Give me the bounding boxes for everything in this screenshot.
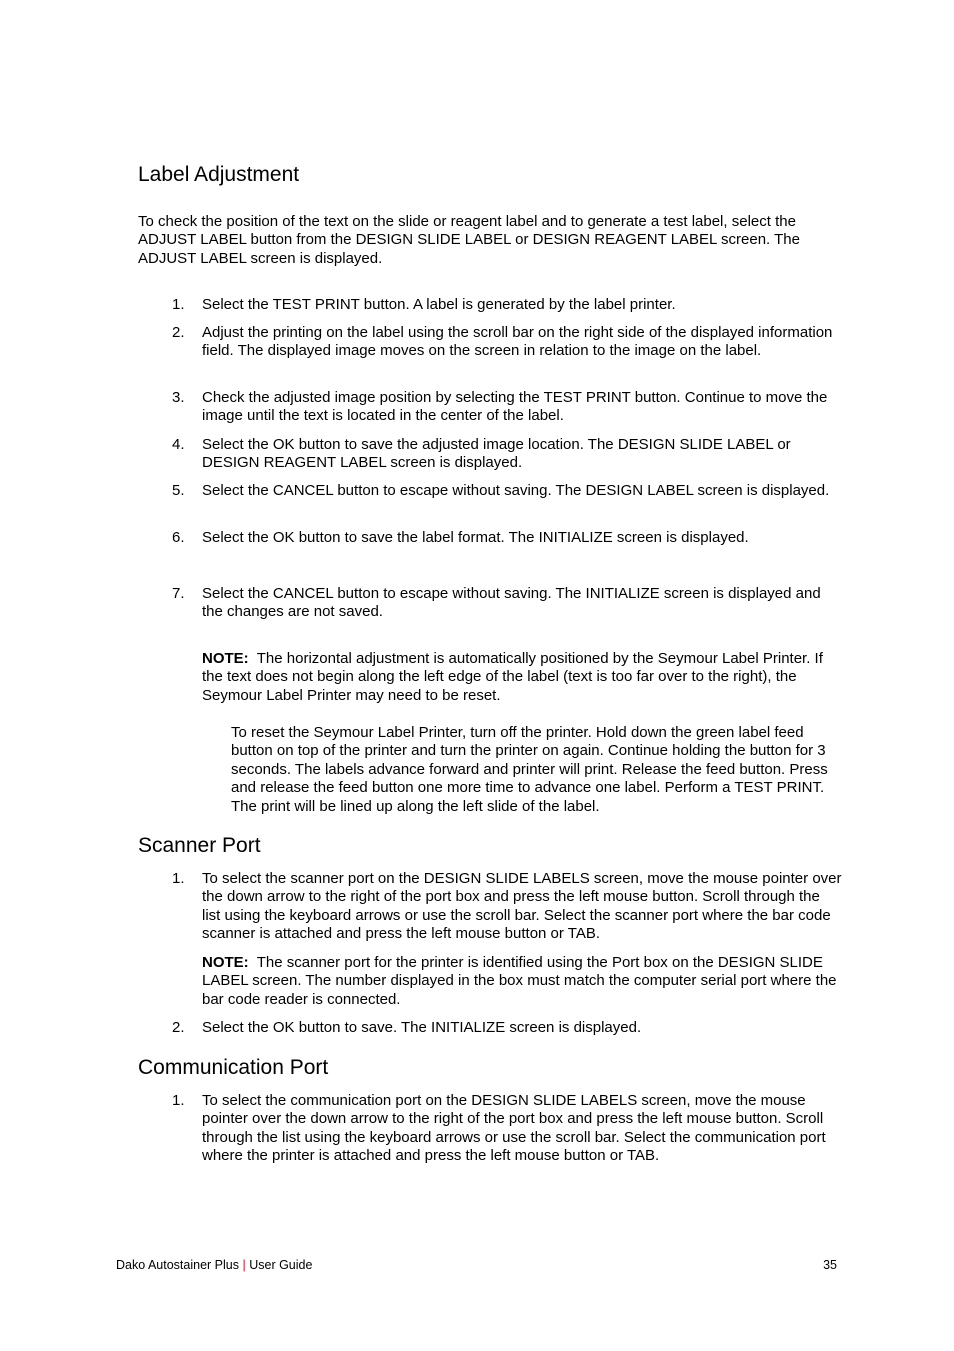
list-number: 1. xyxy=(172,870,185,887)
note-label: NOTE: xyxy=(202,954,249,971)
list-text: Select the TEST PRINT button. A label is generated by the label printer. xyxy=(202,296,676,313)
list-number: 6. xyxy=(172,529,185,546)
footer-title xyxy=(116,1258,312,1272)
footer-product: Dako Autostainer Plus xyxy=(116,1258,239,1272)
list-number: 2. xyxy=(172,1019,185,1036)
reset-instructions: To reset the Seymour Label Printer, turn off the printer. Hold down the green label feed button on top of the printer and turn the printer on again. Continue holding the button for 3 seconds. The labels advance forward and printer will print. Release the feed button. Press and release the feed button one more time to advance one label. Perform a TEST PRINT. The print will be lined up along the left slide of the label. xyxy=(231,724,828,815)
list-number: 3. xyxy=(172,389,185,406)
page-number: 35 xyxy=(823,1258,837,1272)
list-text: Check the adjusted image position by selecting the TEST PRINT button. Continue to move the image until the text is located in the center of the label. xyxy=(202,389,828,425)
list-number: 2. xyxy=(172,324,185,341)
list-text: Adjust the printing on the label using the scroll bar on the right side of the displayed information field. The displayed image moves on the screen in relation to the image on the label. xyxy=(202,324,833,360)
list-text: To select the communication port on the DESIGN SLIDE LABELS screen, move the mouse pointer over the down arrow to the right of the port box and press the left mouse button. Scroll through the list using the keyboard arrows or use the scroll bar. Select the communication port where the printer is attached and press the left mouse button or TAB. xyxy=(202,1092,826,1165)
footer-guide: User Guide xyxy=(249,1258,313,1272)
heading-label-adjustment: Label Adjustment xyxy=(138,163,300,186)
note-horizontal-adjustment xyxy=(202,650,842,705)
list-text: Select the CANCEL button to escape without saving. The DESIGN LABEL screen is displayed. xyxy=(202,482,830,499)
heading-scanner-port: Scanner Port xyxy=(138,834,261,857)
note-text: The horizontal adjustment is automatically positioned by the Seymour Label Printer. If the text does not begin along the left edge of the label (text is too far over to the right), the Seymour Label Printer may need to be reset. xyxy=(202,650,823,704)
list-number: 7. xyxy=(172,585,185,602)
list-text: Select the OK button to save the adjusted image location. The DESIGN SLIDE LABEL or DESIGN REAGENT LABEL screen is displayed. xyxy=(202,436,791,472)
list-text: Select the OK button to save. The INITIALIZE screen is displayed. xyxy=(202,1019,642,1036)
footer-separator: | xyxy=(242,1258,246,1272)
list-number: 1. xyxy=(172,1092,185,1109)
note-text: The scanner port for the printer is identified using the Port box on the DESIGN SLIDE LABEL screen. The number displayed in the box must match the computer serial port where the bar code reader is connected. xyxy=(202,954,837,1008)
list-text: Select the CANCEL button to escape without saving. The INITIALIZE screen is displayed and the changes are not saved. xyxy=(202,585,821,621)
note-label: NOTE: xyxy=(202,650,249,667)
list-number: 1. xyxy=(172,296,185,313)
list-text: Select the OK button to save the label format. The INITIALIZE screen is displayed. xyxy=(202,529,749,546)
label-adjustment-intro: To check the position of the text on the slide or reagent label and to generate a test label, select the ADJUST LABEL button from the DESIGN SLIDE LABEL or DESIGN REAGENT LABEL screen. The ADJUST LABEL screen is displayed. xyxy=(138,213,800,267)
list-number: 5. xyxy=(172,482,185,499)
list-text: To select the scanner port on the DESIGN SLIDE LABELS screen, move the mouse pointer over the down arrow to the right of the port box and press the left mouse button. Scroll through the list using the keyboard arrows or use the scroll bar. Select the scanner port where the bar code scanner is attached and press the left mouse button or TAB. xyxy=(202,870,842,943)
note-scanner-port xyxy=(202,954,842,1009)
list-number: 4. xyxy=(172,436,185,453)
heading-communication-port: Communication Port xyxy=(138,1056,329,1079)
